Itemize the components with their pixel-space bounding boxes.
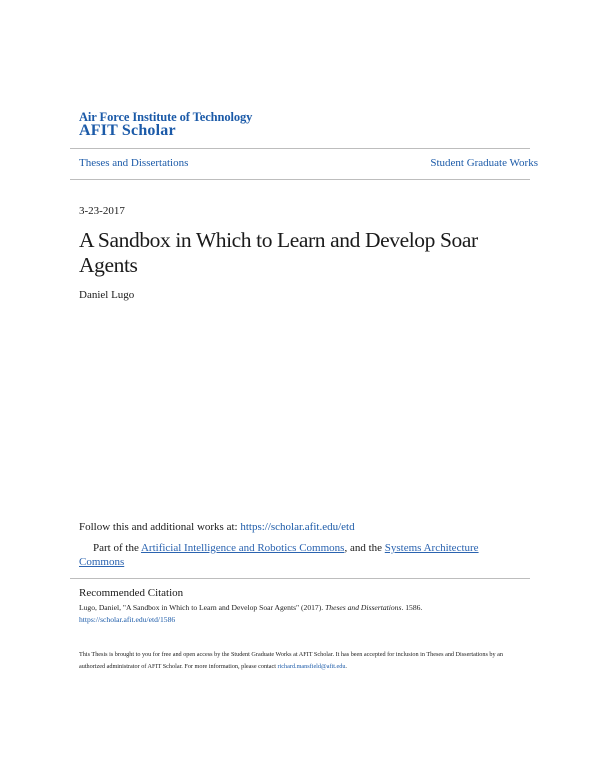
ai-robotics-commons-link[interactable]: Artificial Intelligence and Robotics Commons: [140, 542, 345, 554]
follow-url-link[interactable]: https://scholar.afit.edu/etd: [240, 521, 355, 533]
systems-architecture-commons-link[interactable]: Systems Architecture Commons: [79, 542, 479, 568]
follow-label: Follow this and additional works at:: [79, 521, 241, 533]
citation-text: Lugo, Daniel, "A Sandbox in Which to Learn and Develop Soar Agents" (2017).: [79, 603, 326, 612]
nav-student-works-link[interactable]: Student Graduate Works: [430, 157, 538, 169]
header-divider: [70, 148, 530, 149]
part-of-prefix: Part of the: [93, 542, 141, 554]
site-name[interactable]: AFIT Scholar: [79, 122, 176, 139]
nav-divider: [70, 179, 530, 180]
citation-url-link[interactable]: https://scholar.afit.edu/etd/1586: [79, 615, 176, 624]
institution-name: Air Force Institute of Technology: [79, 110, 253, 124]
contact-email-link[interactable]: richard.mansfield@afit.edu: [277, 663, 346, 670]
citation-block: [79, 602, 529, 626]
citation-series: Theses and Dissertations: [325, 603, 402, 612]
paper-author: Daniel Lugo: [79, 289, 135, 301]
citation-number: . 1586.: [401, 603, 423, 612]
citation-divider: [70, 578, 530, 579]
publication-date: 3-23-2017: [79, 205, 125, 217]
part-of-line: [79, 541, 519, 569]
follow-line: [79, 521, 355, 533]
footer-end: .: [345, 663, 347, 670]
footer-notice: [79, 649, 529, 673]
citation-heading: Recommended Citation: [79, 587, 184, 599]
part-of-middle: , and the: [344, 542, 385, 554]
footer-text: This Thesis is brought to you for free and open access by the Student Graduate Works at AFIT Scholar. It has been accepted for inclusion in Theses and Dissertations by an authorized administrator of AFIT Scholar. For more information, please contact: [79, 651, 503, 670]
paper-title: A Sandbox in Which to Learn and Develop Soar Agents: [79, 228, 478, 277]
nav-theses-link[interactable]: Theses and Dissertations: [79, 157, 189, 169]
